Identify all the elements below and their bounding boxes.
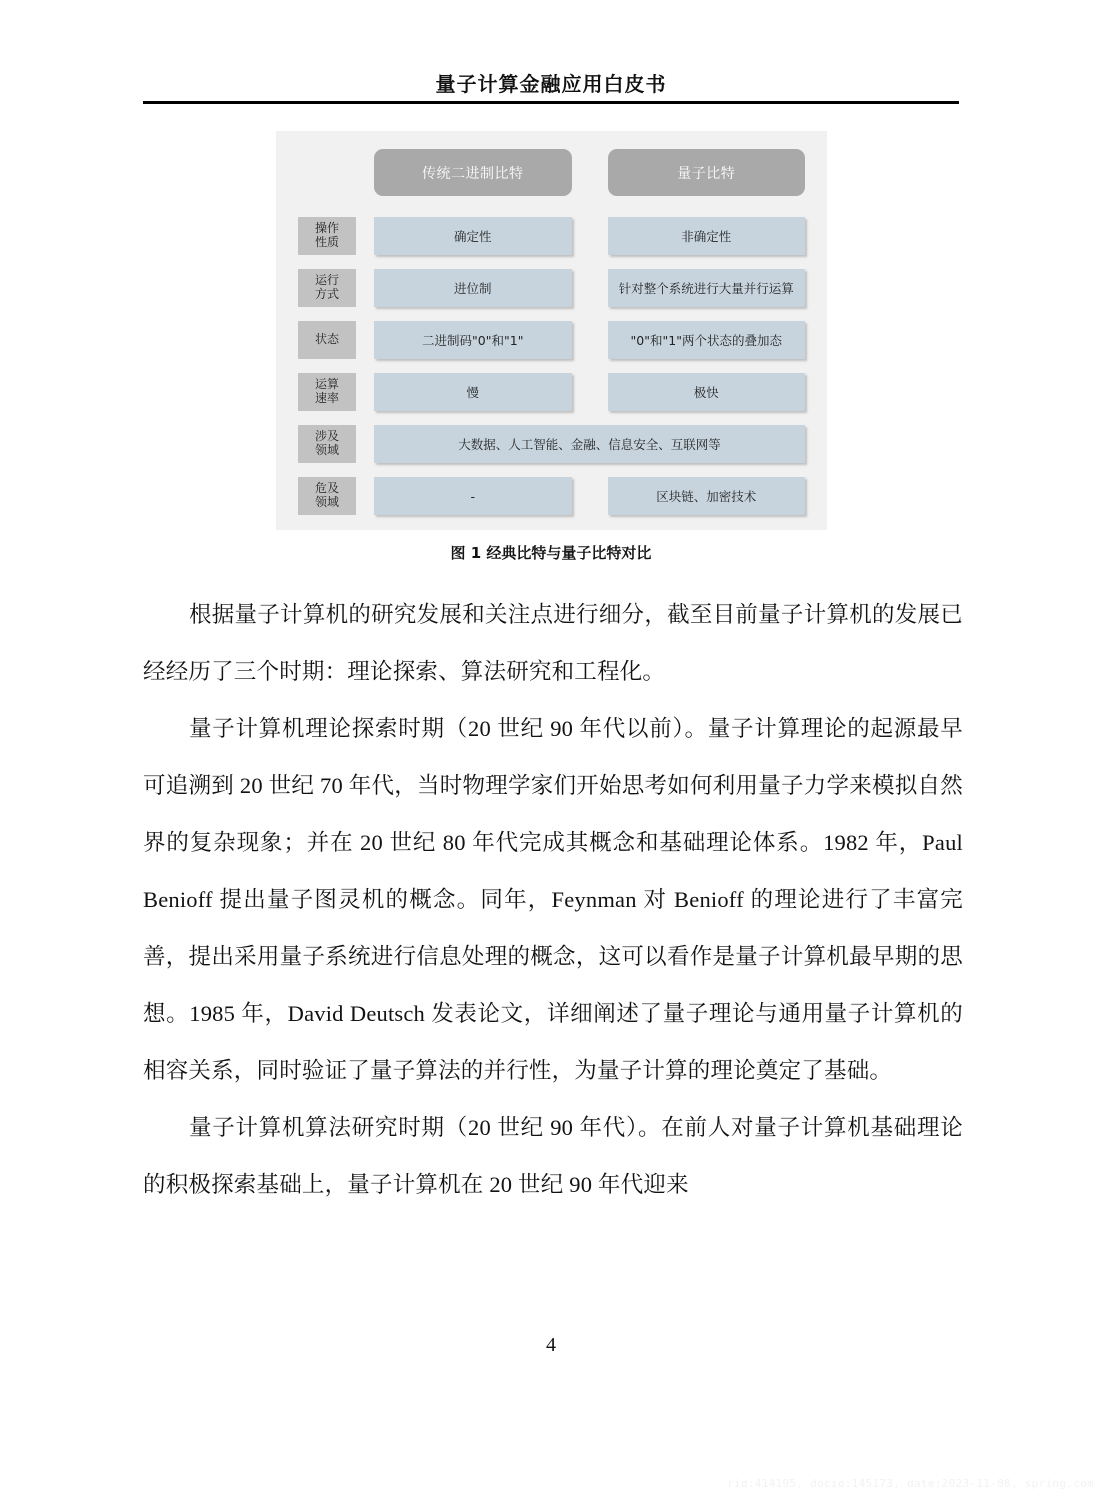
cell-quantum-state: "0"和"1"两个状态的叠加态 xyxy=(608,321,806,359)
cell-quantum-speed: 极快 xyxy=(608,373,806,411)
diagram-row-speed xyxy=(298,373,805,411)
diagram-row-operation-nature xyxy=(298,217,805,255)
cell-gap xyxy=(572,321,608,359)
cell-gap xyxy=(572,217,608,255)
cell-gap xyxy=(572,477,608,515)
header-title: 量子计算金融应用白皮书 xyxy=(435,72,667,96)
column-header-quantum: 量子比特 xyxy=(608,149,806,196)
row-label-operation-mode xyxy=(298,269,356,307)
diagram-header-row xyxy=(298,149,805,196)
row-label-fields-involved xyxy=(298,425,356,463)
paragraph-3: 量子计算机算法研究时期（20 世纪 90 年代）。在前人对量子计算机基础理论的积极探索基础上，量子计算机在 20 世纪 90 年代迎来 xyxy=(143,1115,963,1197)
diagram-row-fields-involved xyxy=(298,425,805,463)
row-label-line1: 涉及 xyxy=(314,429,339,444)
header-divider-rule xyxy=(143,101,959,104)
row-label-fields-endangered xyxy=(298,477,356,515)
row-label-state xyxy=(298,321,356,359)
column-header-classic: 传统二进制比特 xyxy=(374,149,572,196)
row-label-line1: 危及 xyxy=(314,481,339,496)
document-body xyxy=(143,586,963,1213)
cell-classic-state: 二进制码"0"和"1" xyxy=(374,321,572,359)
row-label-speed xyxy=(298,373,356,411)
diagram-row-operation-mode xyxy=(298,269,805,307)
row-label-line1: 操作 xyxy=(314,221,339,236)
cell-classic-fields-endangered: - xyxy=(374,477,572,515)
document-watermark: rid:414195, docid:145173, date:2023-11-08, spring.com xyxy=(727,1477,1094,1490)
cell-quantum-fields-endangered: 区块链、加密技术 xyxy=(608,477,806,515)
row-label-line1: 运算 xyxy=(314,377,339,392)
row-label-line2: 性质 xyxy=(314,235,339,249)
page-number: 4 xyxy=(546,1334,556,1356)
figure-caption: 图 1 经典比特与量子比特对比 xyxy=(450,544,652,562)
paragraph-2: 量子计算机理论探索时期（20 世纪 90 年代以前）。量子计算理论的起源最早可追溯到 20 世纪 70 年代，当时物理学家们开始思考如何利用量子力学来模拟自然界的复杂现象；并在 20 世纪 80 年代完成其概念和基础理论体系。1982 年，Paul Benioff 提出量子图灵机的概念。同年，Feynman 对 Benioff 的理论进行了丰富完善，提出采用量子系统进行信息处理的概念，这可以看作是量子计算机最早期的思想。1985 年，David Deutsch 发表论文，详细阐述了量子理论与通用量子计算机的相容关系，同时验证了量子算法的并行性，为量子计算的理论奠定了基础。 xyxy=(143,716,963,1083)
paragraph-1: 根据量子计算机的研究发展和关注点进行细分，截至目前量子计算机的发展已经经历了三个时期：理论探索、算法研究和工程化。 xyxy=(143,602,963,684)
cell-quantum-operation-mode: 针对整个系统进行大量并行运算 xyxy=(608,269,806,307)
cell-classic-operation-mode: 进位制 xyxy=(374,269,572,307)
cell-classic-speed: 慢 xyxy=(374,373,572,411)
row-label-line2: 速率 xyxy=(314,391,339,405)
row-label-line2: 方式 xyxy=(314,287,339,301)
row-label-operation-nature xyxy=(298,217,356,255)
cell-merged-fields-involved: 大数据、人工智能、金融、信息安全、互联网等 xyxy=(374,425,805,463)
row-label-line1: 状态 xyxy=(314,332,339,347)
row-label-line2: 领域 xyxy=(314,443,339,457)
row-label-line1: 运行 xyxy=(314,273,339,288)
figure-inner xyxy=(276,131,827,530)
diagram-row-fields-endangered xyxy=(298,477,805,515)
cell-gap xyxy=(572,269,608,307)
row-label-line2: 领域 xyxy=(314,495,339,509)
cell-quantum-operation-nature: 非确定性 xyxy=(608,217,806,255)
cell-classic-operation-nature: 确定性 xyxy=(374,217,572,255)
cell-gap xyxy=(572,373,608,411)
running-header xyxy=(143,72,959,96)
diagram-row-state xyxy=(298,321,805,359)
figure-comparison-diagram xyxy=(276,131,827,530)
